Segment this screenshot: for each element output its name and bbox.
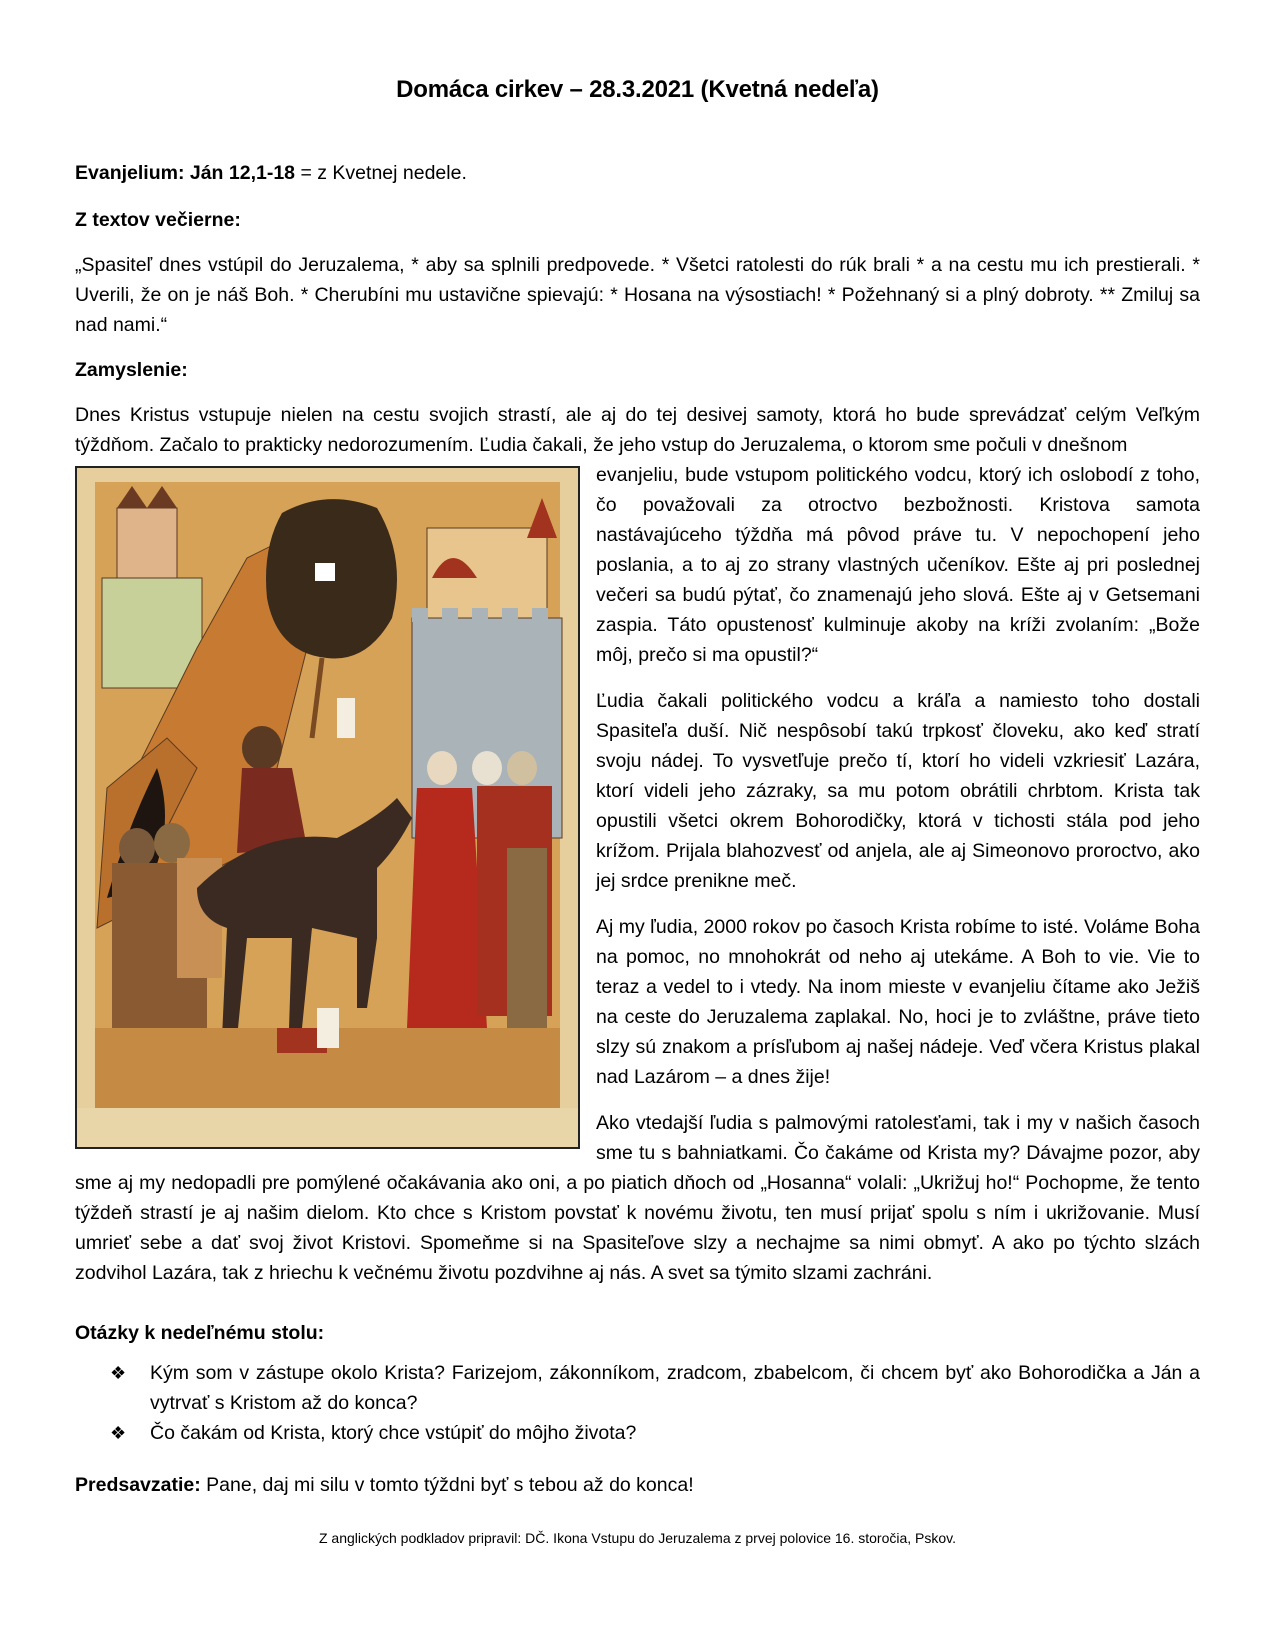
questions-list: [110, 1358, 1200, 1448]
reflection-paragraph-1: evanjeliu, bude vstupom politického vodcu, ktorý ich oslobodí z toho, čo považovali za otroctvo bezbožnosti. Kristova samota nastávajúceho týždňa má pôvod práve tu. V nepochopení jeho poslania, a to aj zo strany vlastných učeníkov. Ešte aj pri poslednej večeri sa budú pýtať, čo znamenajú jeho slová. Ešte aj v Getsemani zaspia. Táto opustenosť kulminuje akoby na kríži zvolaním: „Bože môj, prečo si ma opustil?“: [596, 464, 1200, 666]
resolution-line: [75, 1470, 1200, 1500]
vespers-heading: Z textov večierne:: [75, 209, 241, 231]
vespers-text: „Spasiteľ dnes vstúpil do Jeruzalema, * aby sa splnili predpovede. * Všetci ratolesti do rúk brali * a na cestu mu ich prestierali. * Uverili, že on je náš Boh. * Cherubíni mu ustavične spievajú: * Hosana na výsostiach! * Požehnaný si a plný dobroty. ** Zmiluj sa nad nami.“: [75, 254, 1200, 336]
question-text: Kým som v zástupe okolo Krista? Farizejom, zákonníkom, zradcom, zbabelcom, či chcem byť ako Bohorodička a Ján a vytrvať s Kristom až do konca?: [150, 1362, 1200, 1414]
resolution-text: Pane, daj mi silu v tomto týždni byť s tebou až do konca!: [200, 1474, 694, 1496]
question-item: [110, 1358, 1200, 1418]
entry-into-jerusalem-icon-image: [75, 466, 580, 1149]
reflection-paragraph-3: Aj my ľudia, 2000 rokov po časoch Krista robíme to isté. Voláme Boha na pomoc, no mnohokrát od neho aj utekáme. A Boh to vie. Vie to teraz a vedel to i vtedy. Na inom mieste v evanjeliu čítame ako Ježiš na ceste do Jeruzalema zaplakal. No, hoci je to zvláštne, práve tieto slzy sú znakom a prísľubom aj našej nádeje. Veď včera Kristus plakal nad Lazárom – a dnes žije!: [596, 916, 1200, 1088]
questions-heading: Otázky k nedeľnému stolu:: [75, 1322, 325, 1344]
gospel-line: [75, 158, 1200, 188]
reflection-body: [75, 400, 1200, 1288]
gospel-label: Evanjelium: Ján 12,1-18: [75, 162, 296, 184]
resolution-label: Predsavzatie:: [75, 1474, 201, 1496]
question-item: [110, 1418, 1200, 1448]
diamond-bullet-icon: ❖: [110, 1363, 127, 1383]
footer-note: Z anglických podkladov pripravil: DČ. Ikona Vstupu do Jeruzalema z prvej polovice 16. storočia, Pskov.: [318, 1530, 957, 1546]
icon-painting: [77, 468, 578, 1147]
gospel-text: = z Kvetnej nedele.: [295, 162, 467, 184]
reflection-paragraph-4: Ako vtedajší ľudia s palmovými ratolesťami, tak i my v našich časoch sme tu s bahniatkami. Čo čakáme od Krista my? Dávajme pozor, aby sme aj my nedopadli pre pomýlené očakávania ako oni, a po piatich dňoch od „Hosanna“ volali: „Ukrižuj ho!“ Pochopme, že tento týždeň strastí je aj našim dielom. Kto chce s Kristom povstať k novému životu, ten musí prijať spolu s ním i ukrižovanie. Musí umrieť sebe a dať svoj život Kristovi. Spomeňme si na Spasiteľove slzy a nechajme sa nimi obmyť. A ako po týchto slzách zodvihol Lazára, tak z hriechu k večnému životu pozdvihne aj nás. A svet sa týmito slzami zachráni.: [75, 1112, 1200, 1284]
reflection-paragraph-2: Ľudia čakali politického vodcu a kráľa a namiesto toho dostali Spasiteľa duší. Nič nespôsobí takú trpkosť človeku, ako keď stratí svoju nádej. To vysvetľuje prečo tí, ktorí ho videli vzkriesiť Lazára, ktorí videli jeho zázraky, sa mu potom obrátili chrbtom. Krista tak opustili všetci okrem Bohorodičky, ktorá v tichosti stála pod jeho krížom. Prijala blahozvesť od anjela, ale aj Simeonovo proroctvo, ako jej srdce prenikne meč.: [596, 690, 1200, 892]
page-title: Domáca cirkev – 28.3.2021 (Kvetná nedeľa): [396, 76, 879, 103]
reflection-intro: Dnes Kristus vstupuje nielen na cestu svojich strastí, ale aj do tej desivej samoty, ktorá ho bude sprevádzať celým Veľkým týždňom. Začalo to prakticky nedorozumením. Ľudia čakali, že jeho vstup do Jeruzalema, o ktorom sme počuli v dnešnom: [75, 404, 1200, 456]
diamond-bullet-icon: ❖: [110, 1423, 127, 1443]
question-text: Čo čakám od Krista, ktorý chce vstúpiť do môjho života?: [150, 1422, 637, 1444]
reflection-heading: Zamyslenie:: [75, 359, 188, 381]
